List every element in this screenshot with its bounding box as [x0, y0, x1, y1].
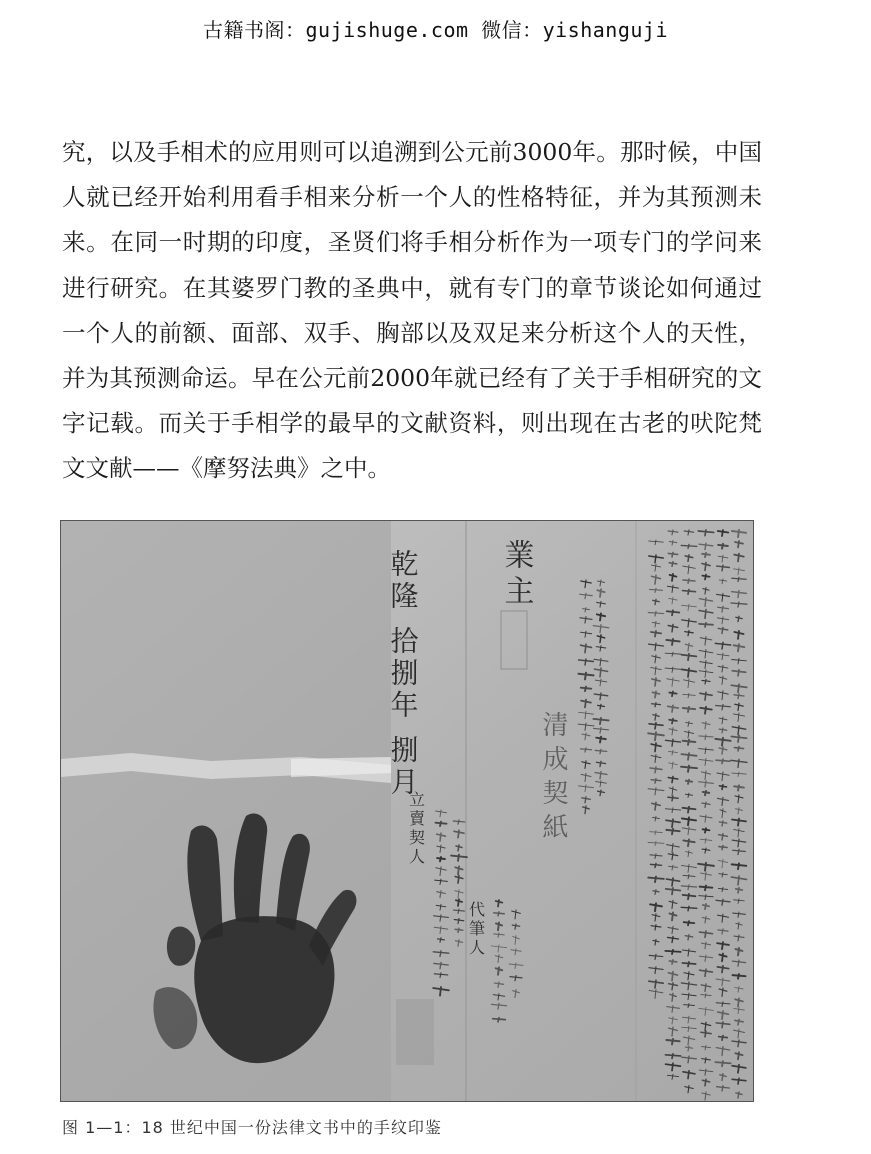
figure-caption: 图 1—1：18 世纪中国一份法律文书中的手纹印鉴: [62, 1118, 442, 1137]
handprint-document-figure: [60, 520, 754, 1102]
handprint-document-image: [61, 521, 753, 1101]
body-paragraph: 究，以及手相术的应用则可以追溯到公元前3000年。那时候，中国人就已经开始利用看手相来分析一个人的性格特征，并为其预测未来。在同一时期的印度，圣贤们将手相分析作为一项专门的学问来进行研究。在其婆罗门教的圣典中，就有专门的章节谈论如何通过一个人的前额、面部、双手、胸部以及双足来分析这个人的天性，并为其预测命运。早在公元前2000年就已经有了关于手相研究的文字记载。而关于手相学的最早的文献资料，则出现在古老的吠陀梵文文献——《摩努法典》之中。: [62, 138, 762, 483]
column-note: 清成契紙: [538, 711, 568, 847]
watermark-header: 古籍书阁：gujishuge.com 微信：yishanguji: [203, 18, 668, 42]
seal-stamp-bottom: [396, 999, 434, 1065]
column-qianlong: 乾隆 拾捌年 捌月: [386, 549, 420, 799]
document-heading-yezhu: 業主: [498, 539, 534, 611]
column-lishi: 立賣契人: [406, 791, 426, 867]
column-zhongren: 代筆人: [466, 901, 486, 958]
